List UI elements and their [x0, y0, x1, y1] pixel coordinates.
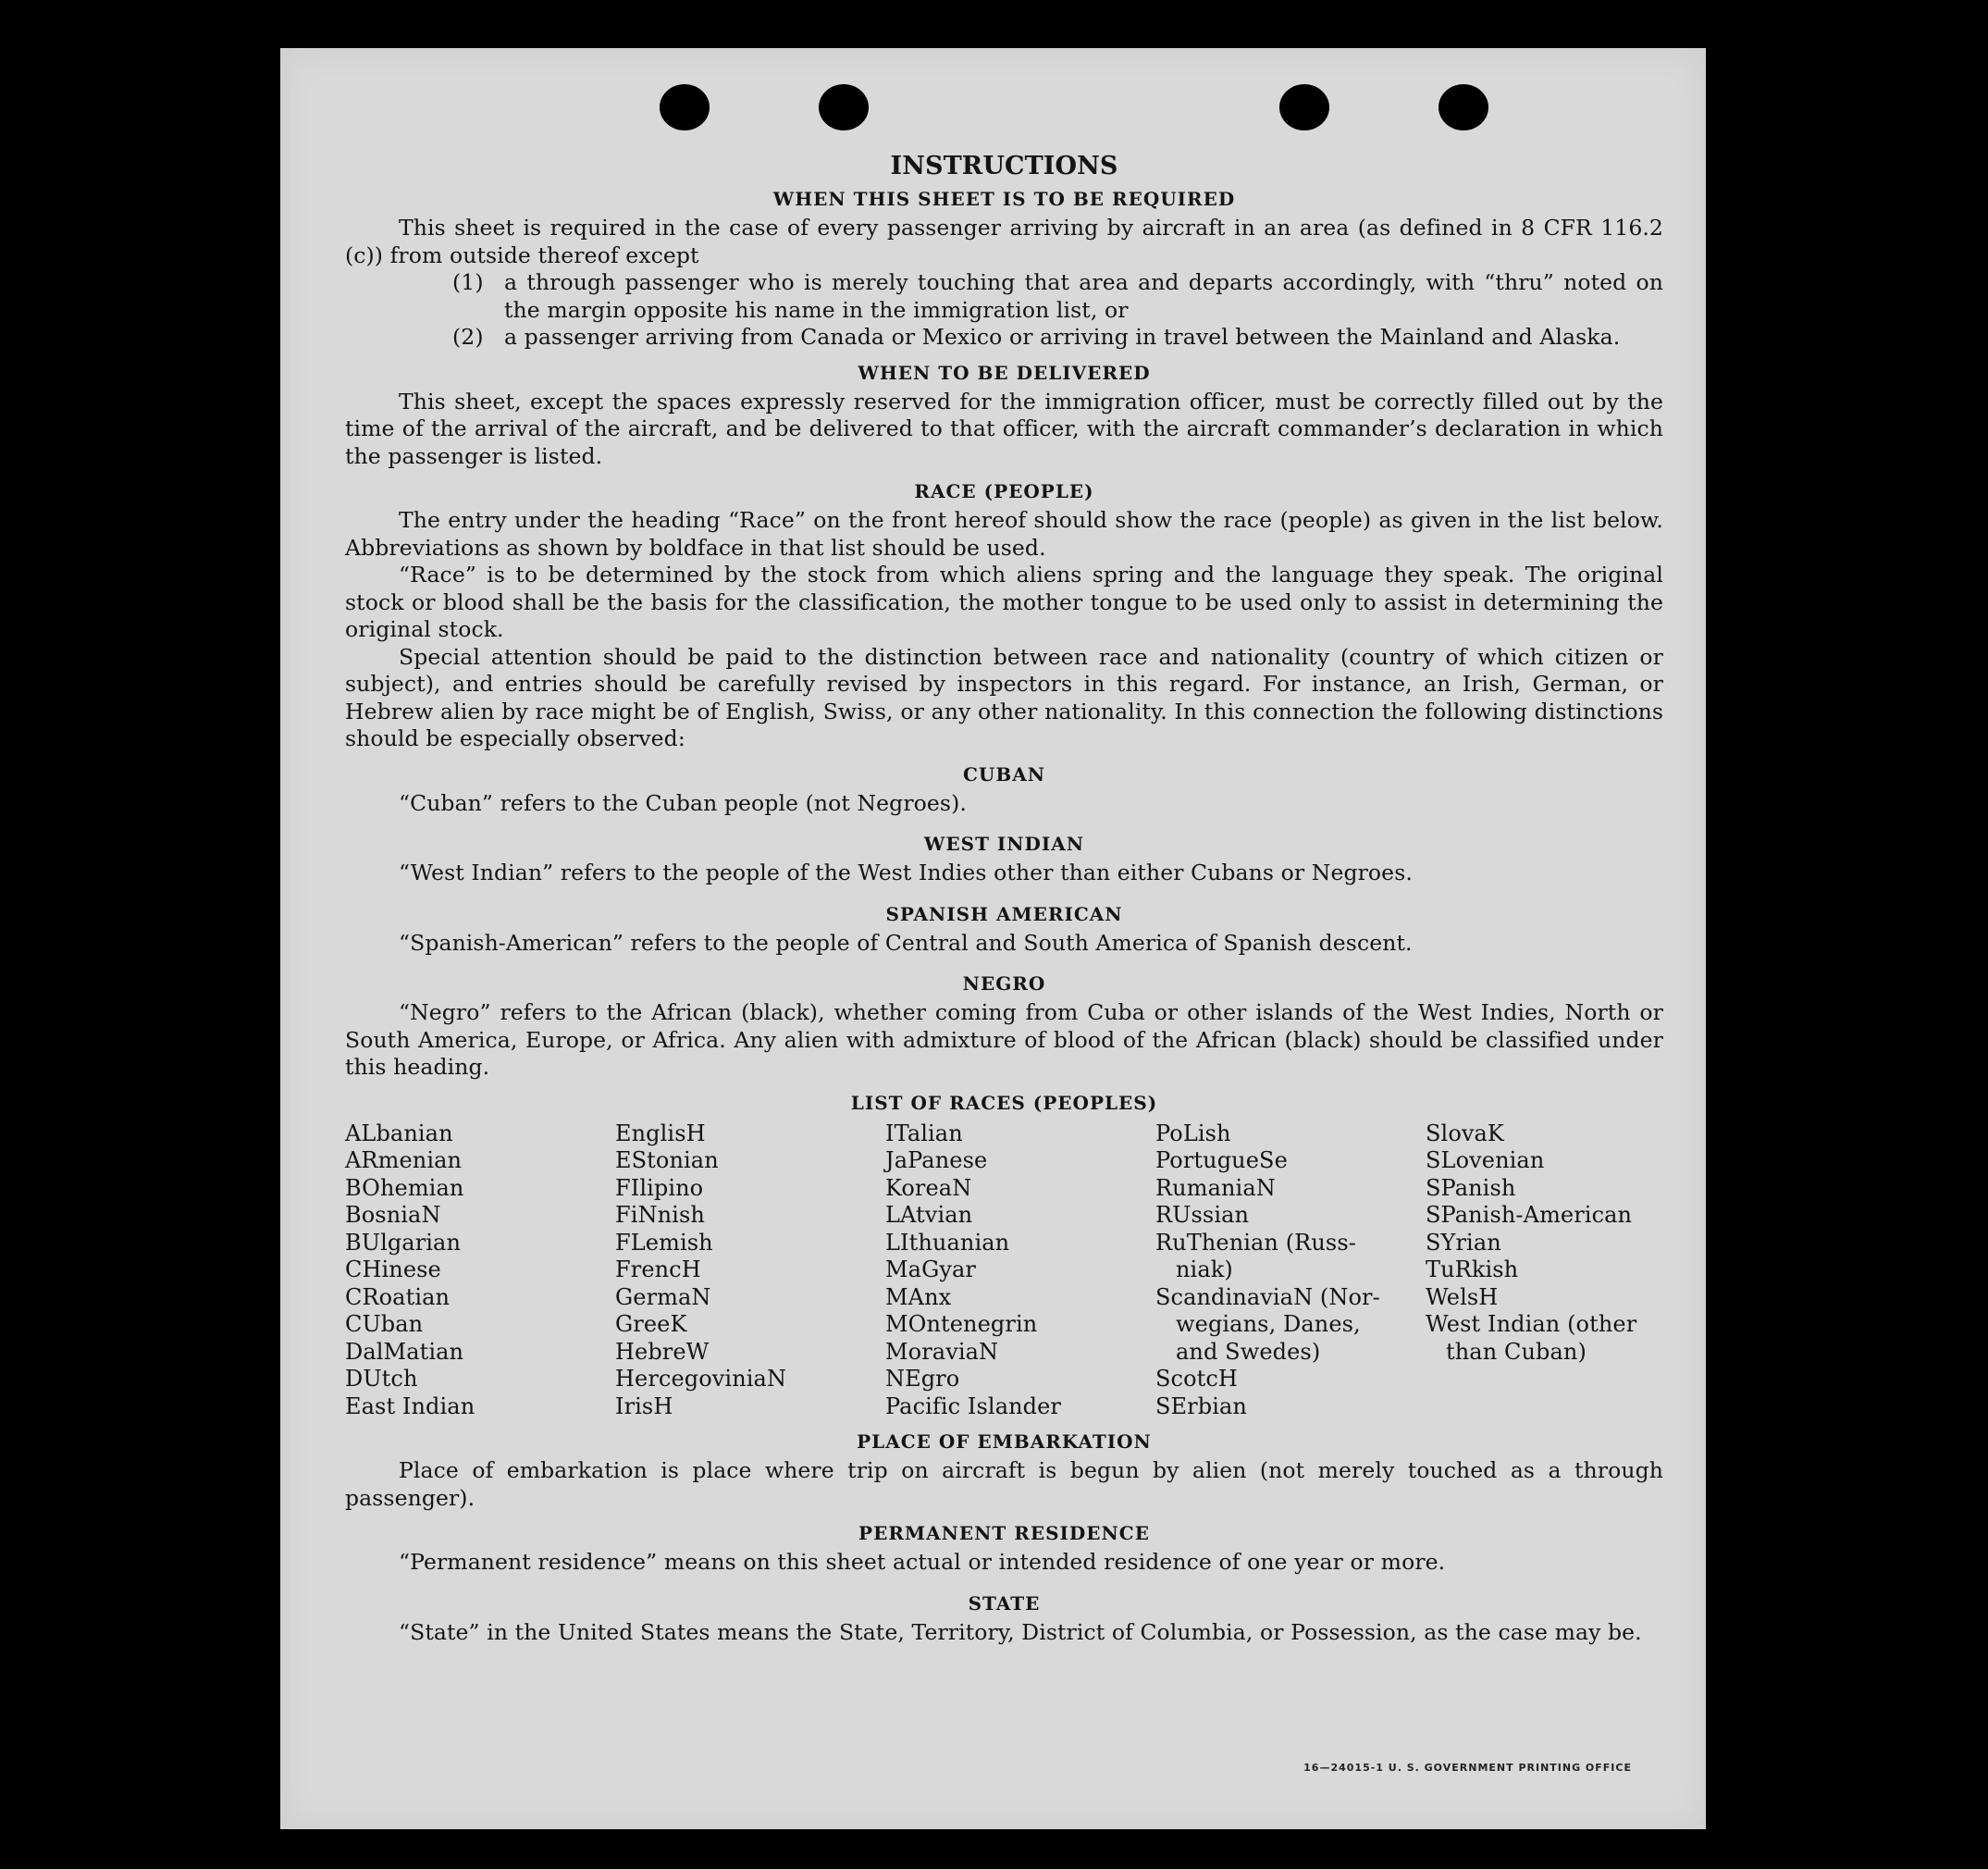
race-entry: BOhemian [345, 1174, 464, 1201]
paragraph-race-3: Special attention should be paid to the distinction between race and nationality (country of which citizen or subject), and entries should be carefully revised by inspectors in this regard. For instance, an Irish, German, or Hebrew alien by race might be of English, Swiss, or any other nationality. In this connection the following distinctions should be especially observed: [345, 643, 1663, 751]
race-entry: FiNnish [615, 1202, 705, 1228]
heading-negro: NEGRO [962, 972, 1046, 995]
race-entry: than Cuban) [1446, 1338, 1587, 1365]
race-entry: wegians, Danes, [1176, 1311, 1361, 1337]
race-entry: ScandinaviaN (Nor- [1155, 1283, 1380, 1310]
race-entry: IrisH [615, 1392, 673, 1419]
race-entry: NEgro [885, 1366, 960, 1392]
race-entry: West Indian (other [1426, 1311, 1637, 1337]
race-entry: SPanish [1426, 1174, 1516, 1201]
race-entry: ALbanian [345, 1120, 453, 1146]
paragraph-embarkation: Place of embarkation is place where trip on aircraft is begun by alien (not merely touched as a through passenger). [345, 1457, 1663, 1511]
race-entry: EnglisH [615, 1120, 706, 1146]
paragraph-cuban: “Cuban” refers to the Cuban people (not Negroes). [399, 789, 967, 816]
race-entry: LAtvian [885, 1202, 973, 1228]
exception-item [345, 324, 1663, 352]
paragraph-permanent-residence: “Permanent residence” means on this sheet actual or intended residence of one year or more. [399, 1549, 1446, 1575]
heading-when-delivered: WHEN TO BE DELIVERED [858, 361, 1151, 384]
paragraph-state: “State” in the United States means the State, Territory, District of Columbia, or Possession, as the case may be. [399, 1618, 1642, 1645]
punch-hole [660, 84, 710, 130]
race-entry: SErbian [1155, 1392, 1247, 1419]
exception-number: (1) [452, 269, 484, 295]
race-entry: Pacific Islander [885, 1392, 1062, 1419]
race-entry: HebreW [615, 1338, 710, 1365]
race-entry: RumaniaN [1155, 1174, 1276, 1201]
paragraph-when-delivered: This sheet, except the spaces expressly reserved for the immigration officer, must be correctly filled out by the time of the arrival of the aircraft, and be delivered to that officer, with the aircraft commander’s declaration in which the passenger is listed. [345, 388, 1663, 469]
race-entry: GreeK [615, 1311, 687, 1337]
heading-when-required: WHEN THIS SHEET IS TO BE REQUIRED [772, 188, 1236, 210]
race-column [345, 1120, 615, 1421]
race-entry: SYrian [1426, 1229, 1501, 1256]
race-entry: East Indian [345, 1392, 475, 1419]
race-entry: BUlgarian [345, 1229, 462, 1256]
paragraph-negro: “Negro” refers to the African (black), whether coming from Cuba or other islands of the West Indies, North or South America, Europe, or Africa. Any alien with admixture of blood of the African (black) should be classified under this heading. [345, 999, 1663, 1080]
race-entry: CRoatian [345, 1283, 451, 1310]
paragraph-west-indian: “West Indian” refers to the people of the West Indies other than either Cubans or Negroes. [399, 860, 1413, 885]
race-entry: GermaN [615, 1283, 711, 1310]
race-entry: CUban [345, 1311, 424, 1337]
race-entry: TuRkish [1426, 1256, 1519, 1282]
race-entry: ScotcH [1155, 1366, 1238, 1392]
heading-cuban: CUBAN [962, 762, 1046, 786]
race-list [345, 1120, 1663, 1421]
race-entry: MAnx [885, 1283, 952, 1310]
race-entry: PortugueSe [1155, 1147, 1288, 1173]
race-entry: MOntenegrin [885, 1311, 1038, 1337]
race-entry: SPanish-American [1426, 1202, 1633, 1228]
heading-list-of-races: LIST OF RACES (PEOPLES) [850, 1091, 1158, 1114]
race-entry: KoreaN [885, 1174, 972, 1201]
document-page [280, 48, 1706, 1829]
paragraph-race-1: The entry under the heading “Race” on the front hereof should show the race (people) as given in the list below. Abbreviations as shown by boldface in that list should be used. [345, 507, 1663, 561]
race-entry: WelsH [1426, 1283, 1499, 1310]
instructions-content [345, 152, 1663, 1646]
heading-state: STATE [968, 1591, 1041, 1615]
paragraph-race-2: “Race” is to be determined by the stock from which aliens spring and the language they speak. The original stock or blood shall be the basis for the classification, the mother tongue to be used only to assist in determining the original stock. [345, 562, 1663, 642]
race-entry: RuThenian (Russ- [1155, 1229, 1356, 1256]
heading-race: RACE (PEOPLE) [914, 480, 1094, 502]
race-entry: HercegoviniaN [615, 1366, 787, 1392]
race-entry: EStonian [615, 1147, 719, 1173]
exception-number: (2) [452, 324, 484, 350]
race-entry: PoLish [1155, 1120, 1231, 1146]
race-entry: SLovenian [1426, 1147, 1545, 1173]
race-entry: RUssian [1155, 1202, 1250, 1228]
race-entry: MoraviaN [885, 1338, 999, 1365]
race-entry: FIlipino [615, 1174, 704, 1201]
race-entry: FLemish [615, 1229, 713, 1256]
race-entry: BosniaN [345, 1202, 441, 1228]
race-column [615, 1120, 885, 1421]
race-entry: DUtch [345, 1366, 418, 1392]
heading-west-indian: WEST INDIAN [923, 833, 1085, 855]
exception-text: a passenger arriving from Canada or Mexico or arriving in travel between the Mainland and Alaska. [504, 324, 1621, 350]
race-entry: and Swedes) [1176, 1338, 1321, 1365]
race-entry: JaPanese [885, 1147, 988, 1173]
heading-spanish-american: SPANISH AMERICAN [885, 902, 1123, 925]
race-entry: niak) [1176, 1256, 1233, 1282]
race-entry: ITalian [885, 1120, 963, 1146]
race-column [1155, 1120, 1426, 1421]
race-entry: CHinese [345, 1256, 441, 1282]
printer-imprint: 16—24015-1 U. S. GOVERNMENT PRINTING OFFICE [1303, 1762, 1632, 1774]
race-entry: DalMatian [345, 1338, 464, 1365]
race-column [885, 1120, 1155, 1421]
heading-permanent-residence: PERMANENT RESIDENCE [858, 1522, 1150, 1544]
race-entry: FrencH [615, 1256, 701, 1282]
paragraph-spanish-american: “Spanish-American” refers to the people of Central and South America of Spanish descent. [399, 929, 1413, 956]
page-title: INSTRUCTIONS [890, 152, 1118, 180]
punch-hole [1279, 84, 1329, 130]
heading-embarkation: PLACE OF EMBARKATION [857, 1430, 1152, 1453]
paragraph-when-required: This sheet is required in the case of every passenger arriving by aircraft in an area (as defined in 8 CFR 116.2 (c)) from outside thereof except [345, 215, 1663, 268]
race-entry: MaGyar [885, 1256, 976, 1282]
punch-hole [819, 84, 869, 130]
exception-item [345, 269, 1663, 324]
punch-hole [1439, 84, 1488, 130]
exception-text: a through passenger who is merely touching that area and departs accordingly, with “thru” noted on the margin opposite his name in the immigration list, or [504, 269, 1663, 323]
race-entry: SlovaK [1426, 1120, 1504, 1146]
race-entry: ARmenian [345, 1147, 463, 1173]
race-entry: LIthuanian [885, 1229, 1010, 1256]
race-column [1426, 1120, 1696, 1421]
